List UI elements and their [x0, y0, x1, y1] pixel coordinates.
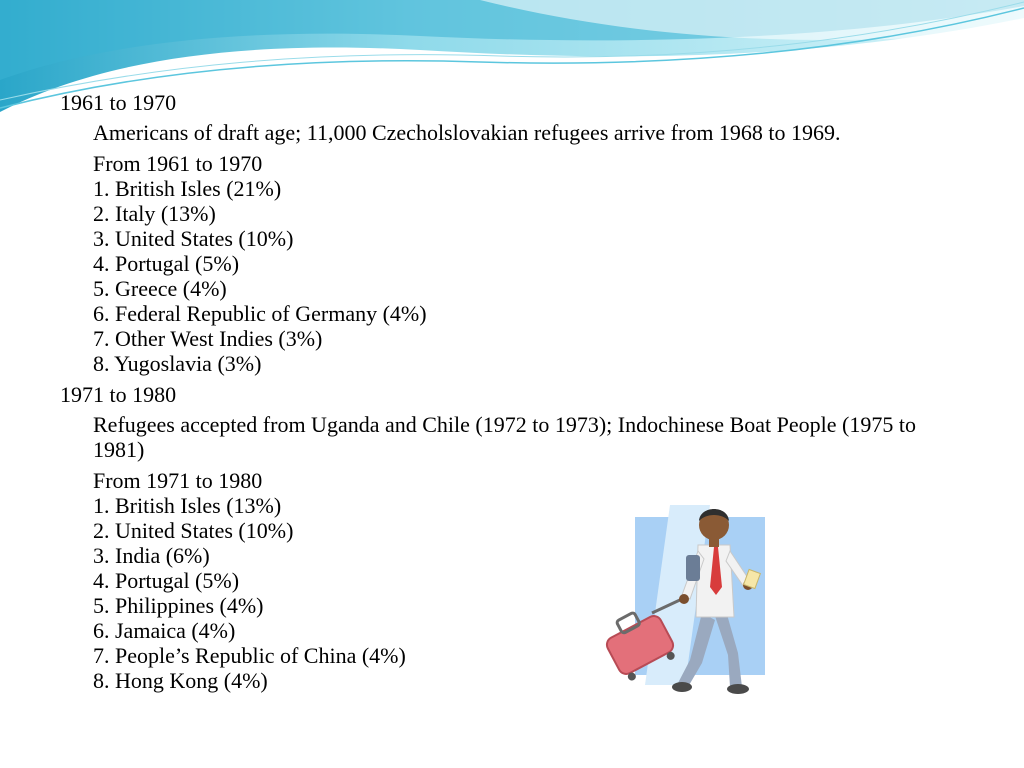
top-sources-list: [93, 151, 960, 376]
list-item: 8. Hong Kong (4%): [93, 668, 268, 693]
section-heading: 1971 to 1980: [60, 382, 177, 407]
list-item: 6. Jamaica (4%): [93, 618, 236, 643]
list-title: From 1971 to 1980: [93, 468, 263, 493]
list-item: 4. Portugal (5%): [93, 251, 240, 276]
section-heading: 1961 to 1970: [60, 90, 177, 115]
top-sources-list: [93, 468, 960, 693]
section-note: Americans of draft age; 11,000 Czecholslovakian refugees arrive from 1968 to 1969.: [93, 120, 841, 145]
list-item: 8. Yugoslavia (3%): [93, 351, 262, 376]
list-title: From 1961 to 1970: [93, 151, 263, 176]
traveler-with-suitcase-icon: [590, 495, 780, 700]
list-item: 5. Greece (4%): [93, 276, 227, 301]
list-item: 1. British Isles (21%): [93, 176, 282, 201]
section-1961-1970: [60, 90, 960, 376]
list-item: 2. United States (10%): [93, 518, 294, 543]
section-note: Refugees accepted from Uganda and Chile (1972 to 1973); Indochinese Boat People (1975 to 1981): [93, 412, 916, 462]
slide-body: [60, 90, 960, 699]
list-item: 6. Federal Republic of Germany (4%): [93, 301, 427, 326]
section-1971-1980: [60, 382, 960, 693]
list-item: 3. India (6%): [93, 543, 210, 568]
list-item: 7. Other West Indies (3%): [93, 326, 323, 351]
list-item: 7. People’s Republic of China (4%): [93, 643, 406, 668]
list-item: 3. United States (10%): [93, 226, 294, 251]
list-item: 5. Philippines (4%): [93, 593, 264, 618]
list-item: 4. Portugal (5%): [93, 568, 240, 593]
list-item: 1. British Isles (13%): [93, 493, 282, 518]
list-item: 2. Italy (13%): [93, 201, 216, 226]
